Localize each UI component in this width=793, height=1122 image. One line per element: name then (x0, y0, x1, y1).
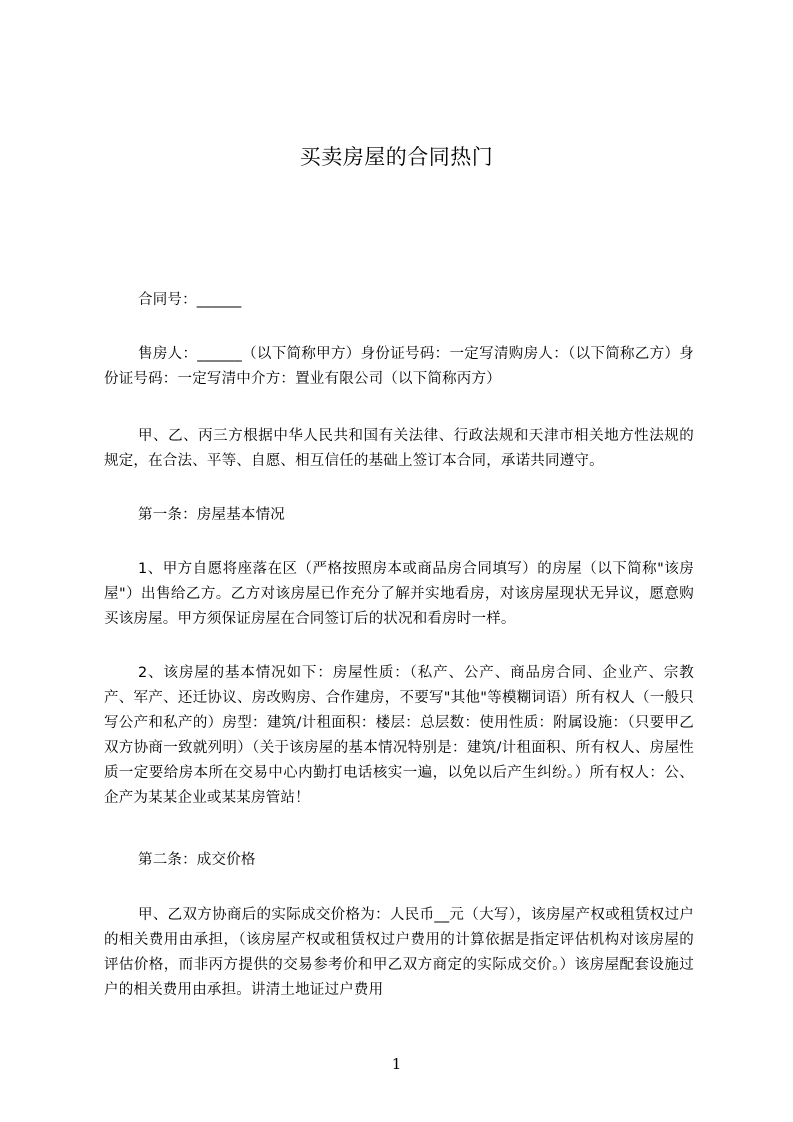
contract-number-paragraph: 合同号：______ (138, 292, 242, 308)
article-one-clause-two: 2、该房屋的基本情况如下：房屋性质：（私产、公产、商品房合同、企业产、宗教产、军产、还迁协议、房改购房、合作建房，不要写"其他"等模糊词语）所有权人（一般只写公产和私产的）房型：建筑/计租面积：楼层：总层数：使用性质：附属设施：（只要甲乙双方协商一致就列明）（关于该房屋的基本情况特别是：建筑/计租面积、所有权人、房屋性质一定要给房本所在交易中心内勤打电话核实一遍，以免以后产生纠纷。）所有权人：公、企产为某某企业或某某房管站！ (104, 665, 694, 806)
article-two-heading: 第二条：成交价格 (138, 852, 256, 868)
article-two-clause: 甲、乙双方协商后的实际成交价格为：人民币__元（大写），该房屋产权或租赁权过户的相关费用由承担，（该房屋产权或租赁权过户费用的计算依据是指定评估机构对该房屋的评估价格，而非丙方提供的交易参考价和甲乙双方商定的实际成交价。）该房屋配套设施过户的相关费用由承担。讲清土地证过户费用 (104, 907, 694, 998)
document-title: 买卖房屋的合同热门 (299, 145, 494, 169)
legal-basis-paragraph: 甲、乙、丙三方根据中华人民共和国有关法律、行政法规和天津市相关地方性法规的规定，在合法、平等、自愿、相互信任的基础上签订本合同，承诺共同遵守。 (104, 428, 694, 469)
parties-paragraph: 售房人：______（以下简称甲方）身份证号码：一定写清购房人：（以下简称乙方）身份证号码：一定写清中介方：置业有限公司（以下简称丙方） (104, 346, 694, 387)
article-one-clause-one: 1、甲方自愿将座落在区（严格按照房本或商品房合同填写）的房屋（以下简称"该房屋"）出售给乙方。乙方对该房屋已作充分了解并实地看房，对该房屋现状无异议，愿意购买该房屋。甲方须保证房屋在合同签订后的状况和看房时一样。 (104, 561, 694, 627)
page-number: 1 (391, 1055, 402, 1073)
article-one-heading: 第一条：房屋基本情况 (138, 507, 285, 523)
